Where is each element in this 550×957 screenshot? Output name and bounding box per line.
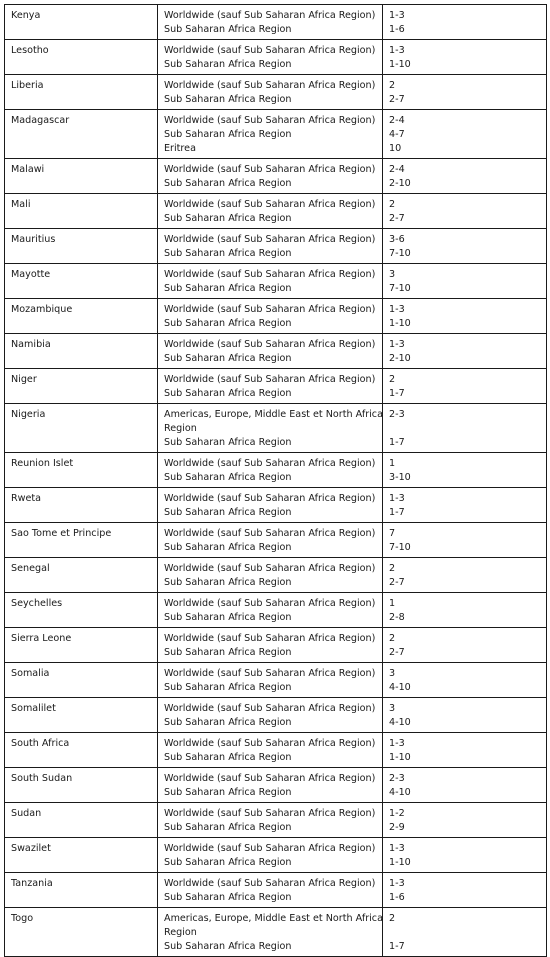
country-name: Rweta (11, 493, 42, 504)
country-name: Somalilet (11, 703, 56, 714)
level-line: 7-10 (389, 248, 411, 259)
level-cell (383, 733, 547, 768)
level-line: 3 (389, 269, 396, 280)
region-line: Sub Saharan Africa Region (164, 24, 292, 35)
country-cell (5, 558, 158, 593)
table-row (5, 733, 547, 768)
country-region-table (4, 4, 547, 957)
level-line: 1-6 (389, 24, 405, 35)
country-name: Senegal (11, 563, 50, 574)
region-cell (158, 404, 383, 453)
level-cell (383, 75, 547, 110)
level-cell (383, 628, 547, 663)
region-cell (158, 159, 383, 194)
level-line: 2-7 (389, 647, 405, 658)
country-name: Liberia (11, 80, 44, 91)
level-line: 3 (389, 703, 396, 714)
level-line: 2 (389, 374, 396, 385)
table-row (5, 264, 547, 299)
level-line: 2 (389, 80, 396, 91)
region-cell (158, 488, 383, 523)
level-line: 1-3 (389, 304, 405, 315)
country-cell (5, 523, 158, 558)
level-line: 10 (389, 143, 402, 154)
level-line: 2-8 (389, 612, 405, 623)
region-line: Region (164, 423, 197, 434)
region-line: Worldwide (sauf Sub Saharan Africa Region) (164, 199, 376, 210)
level-cell (383, 488, 547, 523)
country-cell (5, 194, 158, 229)
level-line: 1-10 (389, 752, 411, 763)
region-line: Worldwide (sauf Sub Saharan Africa Region) (164, 703, 376, 714)
region-line: Sub Saharan Africa Region (164, 353, 292, 364)
level-line: 2-3 (389, 409, 405, 420)
region-cell (158, 110, 383, 159)
region-line: Worldwide (sauf Sub Saharan Africa Region) (164, 843, 376, 854)
country-cell (5, 628, 158, 663)
level-cell (383, 453, 547, 488)
level-line: 2 (389, 199, 396, 210)
level-line: 2-9 (389, 822, 405, 833)
region-line: Sub Saharan Africa Region (164, 472, 292, 483)
region-line: Region (164, 927, 197, 938)
table-row (5, 488, 547, 523)
table-row (5, 768, 547, 803)
country-cell (5, 488, 158, 523)
region-cell (158, 663, 383, 698)
level-line: 1-3 (389, 339, 405, 350)
level-line: 3 (389, 668, 396, 679)
region-line: Worldwide (sauf Sub Saharan Africa Region) (164, 115, 376, 126)
level-line: 2-4 (389, 164, 405, 175)
region-cell (158, 40, 383, 75)
table-row (5, 159, 547, 194)
region-cell (158, 194, 383, 229)
level-line: 1-10 (389, 318, 411, 329)
region-cell (158, 628, 383, 663)
country-name: Madagascar (11, 115, 70, 126)
region-line: Sub Saharan Africa Region (164, 318, 292, 329)
country-name: Reunion Islet (11, 458, 74, 469)
region-line: Sub Saharan Africa Region (164, 577, 292, 588)
country-name: Swazilet (11, 843, 51, 854)
region-line: Worldwide (sauf Sub Saharan Africa Region) (164, 304, 376, 315)
level-line: 1-7 (389, 388, 405, 399)
country-name: Niger (11, 374, 37, 385)
region-line: Americas, Europe, Middle East et North Africa (164, 409, 383, 420)
level-line (389, 422, 541, 436)
country-name: Mozambique (11, 304, 73, 315)
level-line: 2 (389, 913, 396, 924)
table-row (5, 663, 547, 698)
level-line: 7 (389, 528, 396, 539)
country-name: Sierra Leone (11, 633, 72, 644)
level-cell (383, 873, 547, 908)
region-line: Sub Saharan Africa Region (164, 857, 292, 868)
table-body (5, 5, 547, 957)
country-cell (5, 768, 158, 803)
level-cell (383, 838, 547, 873)
level-cell (383, 194, 547, 229)
country-cell (5, 838, 158, 873)
country-cell (5, 40, 158, 75)
region-line: Worldwide (sauf Sub Saharan Africa Region) (164, 80, 376, 91)
level-cell (383, 5, 547, 40)
level-line: 2-7 (389, 213, 405, 224)
region-line: Americas, Europe, Middle East et North Africa (164, 913, 383, 924)
table-row (5, 803, 547, 838)
level-line: 2 (389, 563, 396, 574)
region-line: Worldwide (sauf Sub Saharan Africa Region) (164, 808, 376, 819)
region-line: Sub Saharan Africa Region (164, 94, 292, 105)
level-line: 1-10 (389, 59, 411, 70)
country-name: South Africa (11, 738, 70, 749)
region-cell (158, 908, 383, 957)
region-line: Sub Saharan Africa Region (164, 283, 292, 294)
level-line: 1-7 (389, 437, 405, 448)
region-line: Sub Saharan Africa Region (164, 507, 292, 518)
level-line: 4-7 (389, 129, 405, 140)
region-line: Sub Saharan Africa Region (164, 647, 292, 658)
region-cell (158, 593, 383, 628)
region-cell (158, 838, 383, 873)
region-line: Worldwide (sauf Sub Saharan Africa Region) (164, 598, 376, 609)
table-row (5, 558, 547, 593)
country-cell (5, 5, 158, 40)
country-name: Nigeria (11, 409, 46, 420)
level-line: 1 (389, 458, 396, 469)
level-line: 1-7 (389, 941, 405, 952)
region-line: Worldwide (sauf Sub Saharan Africa Region) (164, 339, 376, 350)
region-line: Sub Saharan Africa Region (164, 437, 292, 448)
region-cell (158, 733, 383, 768)
country-name: Mali (11, 199, 31, 210)
level-cell (383, 110, 547, 159)
region-line: Sub Saharan Africa Region (164, 542, 292, 553)
country-cell (5, 593, 158, 628)
table-row (5, 453, 547, 488)
region-line: Sub Saharan Africa Region (164, 129, 292, 140)
region-line: Eritrea (164, 143, 196, 154)
region-cell (158, 264, 383, 299)
table-row (5, 299, 547, 334)
country-cell (5, 803, 158, 838)
country-cell (5, 453, 158, 488)
country-name: Kenya (11, 10, 41, 21)
level-line: 2 (389, 633, 396, 644)
table-row (5, 369, 547, 404)
region-line: Worldwide (sauf Sub Saharan Africa Region) (164, 528, 376, 539)
region-line: Sub Saharan Africa Region (164, 682, 292, 693)
region-line: Sub Saharan Africa Region (164, 822, 292, 833)
level-cell (383, 593, 547, 628)
region-line: Worldwide (sauf Sub Saharan Africa Region) (164, 738, 376, 749)
country-name: Lesotho (11, 45, 49, 56)
region-line: Sub Saharan Africa Region (164, 752, 292, 763)
level-cell (383, 404, 547, 453)
table-row (5, 593, 547, 628)
country-name: Sao Tome et Principe (11, 528, 112, 539)
level-line: 1-6 (389, 892, 405, 903)
level-line: 2-4 (389, 115, 405, 126)
level-cell (383, 908, 547, 957)
level-line: 1-3 (389, 843, 405, 854)
level-cell (383, 40, 547, 75)
level-cell (383, 159, 547, 194)
level-line: 4-10 (389, 787, 411, 798)
table-row (5, 404, 547, 453)
level-line: 3-10 (389, 472, 411, 483)
country-cell (5, 908, 158, 957)
level-cell (383, 299, 547, 334)
region-line: Sub Saharan Africa Region (164, 213, 292, 224)
country-cell (5, 873, 158, 908)
level-line: 4-10 (389, 717, 411, 728)
region-line: Worldwide (sauf Sub Saharan Africa Region) (164, 45, 376, 56)
level-cell (383, 698, 547, 733)
country-cell (5, 698, 158, 733)
country-cell (5, 334, 158, 369)
region-line: Worldwide (sauf Sub Saharan Africa Region) (164, 269, 376, 280)
level-line: 2-10 (389, 353, 411, 364)
region-cell (158, 299, 383, 334)
country-name: Togo (11, 913, 34, 924)
table-row (5, 110, 547, 159)
country-name: Seychelles (11, 598, 63, 609)
country-name: Mayotte (11, 269, 51, 280)
region-line: Worldwide (sauf Sub Saharan Africa Region) (164, 458, 376, 469)
table-row (5, 873, 547, 908)
region-cell (158, 698, 383, 733)
region-line: Sub Saharan Africa Region (164, 248, 292, 259)
table-row (5, 194, 547, 229)
country-cell (5, 159, 158, 194)
country-name: Tanzania (11, 878, 53, 889)
region-cell (158, 334, 383, 369)
region-line: Sub Saharan Africa Region (164, 178, 292, 189)
level-line: 2-7 (389, 94, 405, 105)
region-line: Worldwide (sauf Sub Saharan Africa Region) (164, 773, 376, 784)
level-cell (383, 229, 547, 264)
table-row (5, 838, 547, 873)
level-cell (383, 768, 547, 803)
level-line: 1 (389, 598, 396, 609)
level-cell (383, 264, 547, 299)
level-line: 2-3 (389, 773, 405, 784)
country-cell (5, 110, 158, 159)
country-cell (5, 229, 158, 264)
level-cell (383, 523, 547, 558)
table-row (5, 628, 547, 663)
region-cell (158, 75, 383, 110)
level-line: 1-3 (389, 738, 405, 749)
country-cell (5, 264, 158, 299)
country-cell (5, 404, 158, 453)
country-name: Malawi (11, 164, 45, 175)
region-line: Worldwide (sauf Sub Saharan Africa Region) (164, 668, 376, 679)
level-cell (383, 369, 547, 404)
region-cell (158, 558, 383, 593)
level-line: 1-7 (389, 507, 405, 518)
table-row (5, 40, 547, 75)
country-name: Somalia (11, 668, 50, 679)
level-line: 7-10 (389, 542, 411, 553)
level-line: 4-10 (389, 682, 411, 693)
level-line: 1-2 (389, 808, 405, 819)
region-cell (158, 453, 383, 488)
country-cell (5, 733, 158, 768)
region-line: Worldwide (sauf Sub Saharan Africa Region) (164, 10, 376, 21)
region-line: Worldwide (sauf Sub Saharan Africa Region) (164, 374, 376, 385)
country-cell (5, 369, 158, 404)
region-cell (158, 229, 383, 264)
region-cell (158, 873, 383, 908)
region-cell (158, 369, 383, 404)
level-cell (383, 558, 547, 593)
country-name: Sudan (11, 808, 42, 819)
table-row (5, 334, 547, 369)
level-line: 3-6 (389, 234, 405, 245)
region-cell (158, 5, 383, 40)
level-line: 7-10 (389, 283, 411, 294)
region-line: Worldwide (sauf Sub Saharan Africa Region) (164, 493, 376, 504)
region-line: Sub Saharan Africa Region (164, 941, 292, 952)
country-name: Mauritius (11, 234, 56, 245)
region-line: Sub Saharan Africa Region (164, 59, 292, 70)
level-line: 2-7 (389, 577, 405, 588)
region-line: Sub Saharan Africa Region (164, 717, 292, 728)
level-line: 1-3 (389, 493, 405, 504)
level-line: 1-3 (389, 878, 405, 889)
country-cell (5, 75, 158, 110)
region-line: Worldwide (sauf Sub Saharan Africa Region) (164, 164, 376, 175)
level-cell (383, 334, 547, 369)
country-cell (5, 663, 158, 698)
table-row (5, 75, 547, 110)
region-line: Worldwide (sauf Sub Saharan Africa Region) (164, 633, 376, 644)
level-cell (383, 803, 547, 838)
region-line: Sub Saharan Africa Region (164, 892, 292, 903)
level-line: 2-10 (389, 178, 411, 189)
level-line: 1-3 (389, 45, 405, 56)
region-line: Worldwide (sauf Sub Saharan Africa Region) (164, 234, 376, 245)
table-row (5, 523, 547, 558)
region-line: Sub Saharan Africa Region (164, 612, 292, 623)
table-row (5, 229, 547, 264)
level-line (389, 926, 541, 940)
region-line: Sub Saharan Africa Region (164, 388, 292, 399)
country-name: Namibia (11, 339, 51, 350)
region-cell (158, 523, 383, 558)
country-name: South Sudan (11, 773, 73, 784)
level-cell (383, 663, 547, 698)
table-row (5, 698, 547, 733)
region-line: Worldwide (sauf Sub Saharan Africa Region) (164, 563, 376, 574)
region-cell (158, 768, 383, 803)
level-line: 1-3 (389, 10, 405, 21)
table-row (5, 908, 547, 957)
region-line: Worldwide (sauf Sub Saharan Africa Region) (164, 878, 376, 889)
country-cell (5, 299, 158, 334)
level-line: 1-10 (389, 857, 411, 868)
region-line: Sub Saharan Africa Region (164, 787, 292, 798)
table-row (5, 5, 547, 40)
region-cell (158, 803, 383, 838)
